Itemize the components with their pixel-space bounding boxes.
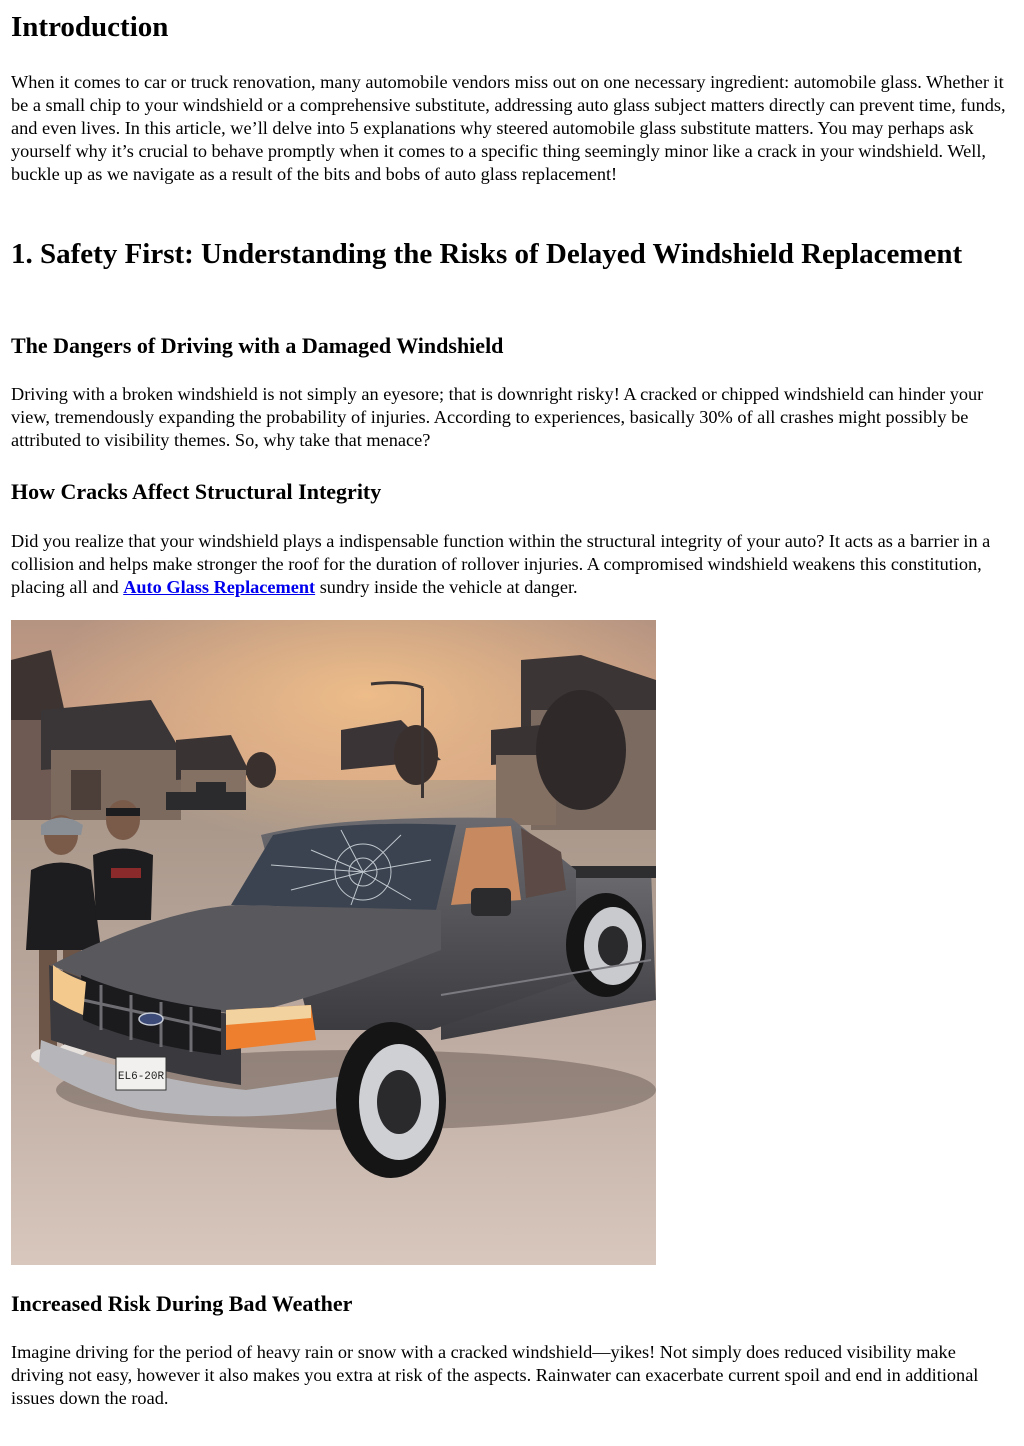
- intro-heading: Introduction: [11, 11, 169, 43]
- cracks-paragraph: [11, 530, 1011, 599]
- dangers-paragraph: Driving with a broken windshield is not simply an eyesore; that is downright risky! A cracked or chipped windshield can hinder your view, tremendously expanding the probability of injuries. According to experiences, basically 30% of all crashes might possibly be attributed to visibility themes. So, why take that menace?: [11, 384, 984, 450]
- license-plate-text: EL6-20R: [117, 1071, 165, 1083]
- weather-paragraph: Imagine driving for the period of heavy rain or snow with a cracked windshield—yikes! Not simply does reduced visibility make driving not easy, however it also makes you extra at risk of the aspects. Rainwater can exacerbate current spoil and end in additional issues down the road.: [11, 1342, 979, 1408]
- cracks-text-after: sundry inside the vehicle at danger.: [315, 577, 578, 597]
- auto-glass-replacement-link[interactable]: Auto Glass Replacement: [123, 577, 316, 597]
- section-1-heading: 1. Safety First: Understanding the Risks of Delayed Windshield Replacement: [11, 238, 963, 270]
- truck-photo: [11, 620, 656, 1265]
- ford-emblem: [139, 1013, 163, 1025]
- intro-paragraph: When it comes to car or truck renovation, many automobile vendors miss out on one necessary ingredient: automobile glass. Whether it be a small chip to your windshield or a comprehensive substitute, addressing auto glass subject matters directly can prevent time, funds, and even lives. In this article, we’ll delve into 5 explanations why steered automobile glass substitute matters. You may perhaps ask yourself why it’s crucial to behave promptly when it comes to a specific thing seemingly minor like a crack in your windshield. Well, buckle up as we navigate as a result of the bits and bobs of auto glass replacement!: [11, 72, 1006, 184]
- cracks-heading: How Cracks Affect Structural Integrity: [11, 479, 382, 504]
- weather-heading: Increased Risk During Bad Weather: [11, 1291, 353, 1316]
- dangers-heading: The Dangers of Driving with a Damaged Windshield: [11, 333, 504, 358]
- truck-illustration: [11, 620, 656, 1265]
- cracks-text-before: Did you realize that your windshield plays a indispensable function within the structural integrity of your auto? It acts as a barrier in a collision and helps make stronger the roof for the duration of rollover injuries. A compromised windshield weakens this constitution, placing all and: [11, 531, 991, 597]
